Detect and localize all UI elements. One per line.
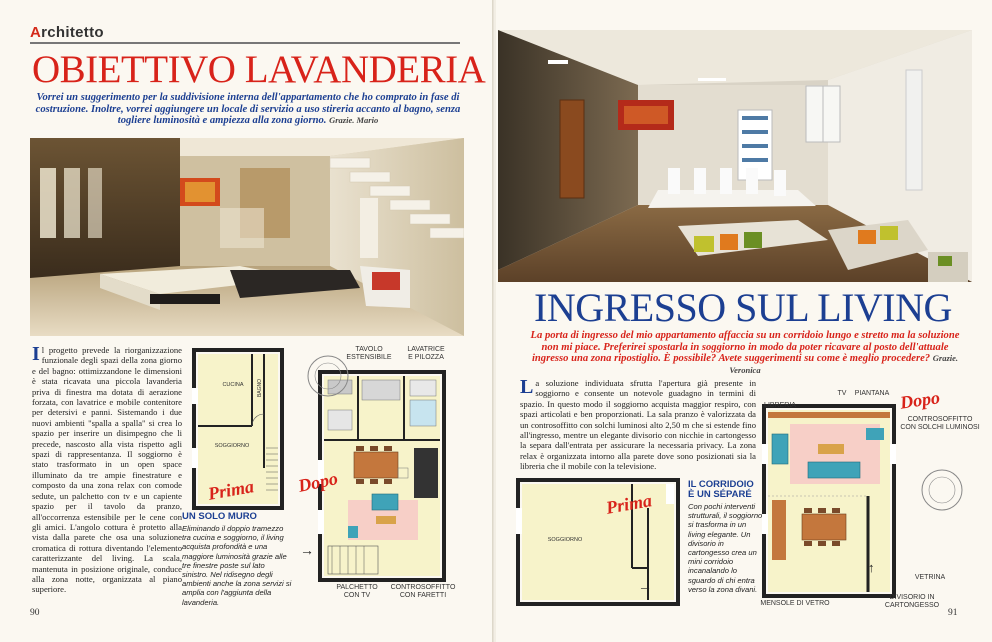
room-label-cucina: CUCINA <box>222 382 244 388</box>
body-text-left: Il progetto prevede la riorganizzazione funzionale degli spazi della zona giorno e del bagno: ottimizzandone le dimensioni è stata ricavata una piccola lavanderia priva di finestra ma dotata di aerazione forzata, con lavatrice e mobile contenitore per detersivi e panni. Sistemando i due nuovi ambienti "spalla a spalla" si crea lo spazio per inserire un disimpegno che li precede, nascosto alla vista rispetto agli spazi di rappresentanza. Il soggiorno è stato trasformato in un open space illuminato da tre ampie finestrature e composto da una zona relax con comode sedute, un palchetto con tv e un capiente spazio per il tavolo da pranzo, all'occorrenza estensibile per le cene con gli amici. L'angolo cottura è protetto alla vista dalla parete che osa una soluzione cromatica di rottura diventando l'elemento caratterizzante del living. La scala, mantenuta in posizione originale, conduce alla zona notte, organizzata al piano superiore. <box>32 345 182 595</box>
label-controsoffitto-left: CONTROSOFFITTO CON FARETTI <box>390 584 456 599</box>
room-label-soggiorno-right: SOGGIORNO <box>547 537 583 543</box>
dropcap-right: L <box>520 378 534 398</box>
room-label-bagno: BAGNO <box>257 378 263 398</box>
label-tavolo: TAVOLO ESTENSIBILE <box>346 346 392 361</box>
article-title-left: OBIETTIVO LAVANDERIA <box>32 48 486 91</box>
label-palchetto: PALCHETTO CON TV <box>336 584 378 599</box>
stamp-prima-left: Prima <box>206 476 256 504</box>
left-page <box>0 0 494 642</box>
label-controsoffitto-right: CONTROSOFFITTO CON SOLCHI LUMINOSI <box>900 416 980 431</box>
lead-right: La porta di ingresso del mio appartamento affaccia su un corridoio lungo e stretto ma la soluzione non mi piace. Preferirei spostarla in soggiorno in modo da poter ricavare al posto dell'attuale ingresso una zona ripostiglio. È possibile? Avete suggerimenti su come è meglio procedere? Grazie. Veronica <box>530 330 960 375</box>
lead-left: Vorrei un suggerimento per la suddivisione interna dell'appartamento che ho comprato in fase di costruzione. Inoltre, vorrei aggiungere un locale di servizio a uso stireria accanto al bagno, senza togliere luminosità e ampiezza alla zona giorno. Grazie. Mario <box>35 92 461 126</box>
right-page <box>496 0 992 642</box>
caption-title-left: UN SOLO MURO <box>182 511 257 522</box>
label-piantana: PIANTANA <box>854 390 890 397</box>
arrow-entry-right-before: → <box>638 578 652 594</box>
section-rule <box>30 42 460 44</box>
page-number-right: 91 <box>948 608 958 618</box>
body-text-right: La soluzione individuata sfrutta l'apertura già presente in soggiorno e consente un notevole guadagno in termini di spazio. In questo modo il soggiorno acquista maggior respiro, con spazi articolati e ben proporzionati. La sala pranzo è valorizzata da un controsoffitto con solchi luminosi alto 2,50 m che si estende fino all'ingresso, mentre un elegante divisorio con nicchie in cartongesso la separa dall'entrata per assicurare la necessaria privacy. La zona relax è organizzata intorno alla parete dove sono posizionati sia la libreria che il mobile con la televisione. <box>520 378 756 472</box>
arrow-entry-right-after: ↑ <box>868 560 875 575</box>
floor-plan-after-right <box>762 404 896 598</box>
page-number-left: 90 <box>30 608 40 618</box>
seal-progetti-right <box>920 468 964 512</box>
room-label-soggiorno: SOGGIORNO <box>214 443 250 449</box>
signature-right: Grazie. Veronica <box>729 353 959 375</box>
dropcap-left: I <box>32 345 40 365</box>
stamp-prima-right: Prima <box>604 490 654 518</box>
living-room-photo <box>30 138 464 336</box>
arrow-entry-left: → <box>300 542 314 558</box>
stamp-dopo-left: Dopo <box>296 468 340 496</box>
label-lavatrice: LAVATRICE E PILOZZA <box>407 346 445 361</box>
label-divisorio: DIVISORIO IN CARTONGESSO <box>884 594 940 609</box>
caption-left: Eliminando il doppio tramezzo tra cucina e soggiorno, il living acquista profondità e una maggiore luminosità grazie alle tre finestre poste sul lato sinistro. Nel ridisegno degli ambienti anche la zona servizi si amplia con l'aggiunta della lavanderia. <box>182 524 292 607</box>
label-mensole: MENSOLE DI VETRO <box>760 600 830 607</box>
label-libreria: LIBRERIA <box>764 402 796 409</box>
caption-title-right: IL CORRIDOIO È UN SÉPARÉ <box>688 479 754 500</box>
stamp-dopo-right: Dopo <box>898 387 942 413</box>
section-tag: Architetto <box>30 24 104 41</box>
dining-room-photo <box>498 30 972 282</box>
label-tv: TV <box>837 390 847 397</box>
signature-left: Grazie. Mario <box>329 115 379 125</box>
article-title-right: INGRESSO SUL LIVING <box>534 285 952 330</box>
label-vetrina: VETRINA <box>914 574 946 581</box>
caption-right: Con pochi interventi strutturali, il soggiorno si trasforma in un living elegante. Un divisorio in cartongesso crea un mini corridoio incanalando lo sguardo di chi entra verso la zona divani. <box>688 502 763 594</box>
